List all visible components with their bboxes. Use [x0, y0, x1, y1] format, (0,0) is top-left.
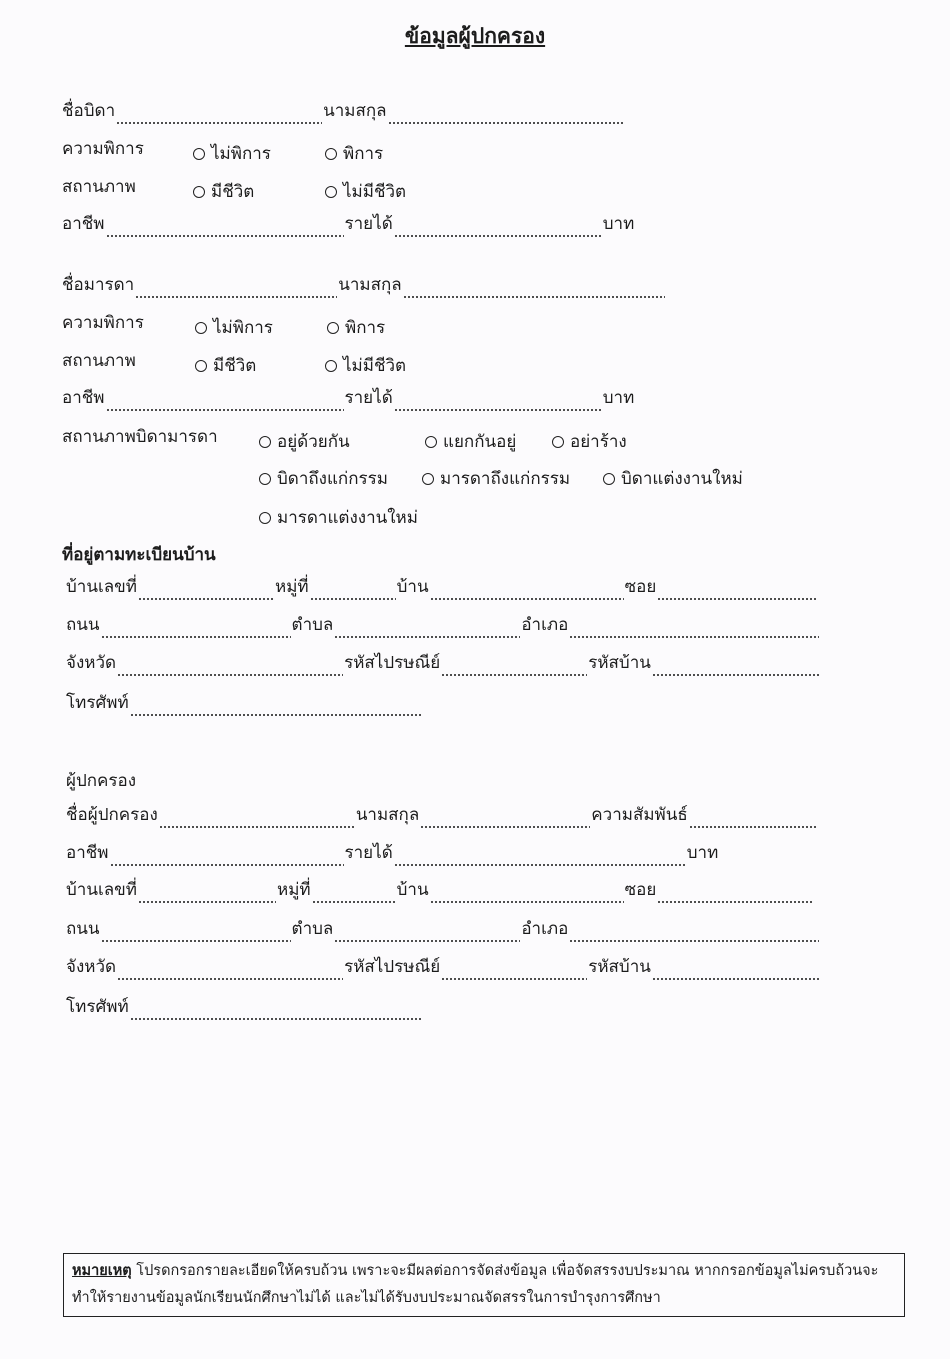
guardian-row-5	[66, 954, 821, 980]
house-no-field[interactable]	[138, 582, 274, 600]
parents-status-row	[62, 424, 218, 450]
father-status-label: สถานภาพ	[62, 177, 136, 197]
radio-circle-icon	[327, 322, 339, 334]
father-occupation-field[interactable]	[106, 219, 344, 237]
guardian-soi-field[interactable]	[657, 885, 813, 903]
note-text: โปรดกรอกรายละเอียดให้ครบถ้วน เพราะจะมีผลต่อการจัดส่งข้อมูล เพื่อจัดสรรงบประมาณ หากกรอกข้อมูลไม่ครบถ้วนจะทำให้รายงานข้อมูลนักเรียนนักศึกษาไม่ได้ และไม่ได้รับงบประมาณจัดสรรในการบำรุงการศึกษา	[72, 1263, 879, 1306]
moo-label: หมู่ที่	[275, 577, 309, 597]
guardian-phone-field[interactable]	[130, 1002, 422, 1020]
radio-circle-icon	[193, 186, 205, 198]
father-deceased-option[interactable]: ไม่มีชีวิต	[325, 178, 406, 205]
mother-disabled-option[interactable]: พิการ	[327, 314, 385, 341]
address-row-1	[66, 574, 818, 600]
radio-circle-icon	[552, 436, 564, 448]
phone-field[interactable]	[130, 698, 422, 716]
mother-income-field[interactable]	[394, 393, 602, 411]
guardian-moo-field[interactable]	[312, 885, 396, 903]
guardian-house-no-field[interactable]	[138, 885, 276, 903]
father-currency: บาท	[602, 214, 635, 234]
mother-status-label: สถานภาพ	[62, 351, 136, 371]
father-disability-label: ความพิการ	[62, 139, 144, 159]
soi-field[interactable]	[657, 582, 817, 600]
address-row-3	[66, 650, 821, 676]
guardian-province-label: จังหวัด	[66, 957, 117, 977]
guardian-currency: บาท	[686, 843, 719, 863]
radio-circle-icon	[195, 322, 207, 334]
mother-remarried-option[interactable]: มารดาแต่งงานใหม่	[259, 504, 418, 531]
guardian-row-1	[66, 802, 818, 828]
road-label: ถนน	[66, 615, 100, 635]
province-label: จังหวัด	[66, 653, 117, 673]
parents-separated-option[interactable]: แยกกันอยู่	[425, 428, 516, 455]
radio-circle-icon	[259, 473, 271, 485]
note-box	[63, 1253, 905, 1317]
address-heading: ที่อยู่ตามทะเบียนบ้าน	[62, 545, 216, 565]
guardian-village-label: บ้าน	[396, 880, 429, 900]
province-field[interactable]	[117, 658, 343, 676]
mother-surname-label: นามสกุล	[338, 275, 402, 295]
village-label: บ้าน	[396, 577, 429, 597]
parents-together-option[interactable]: อยู่ด้วยกัน	[259, 428, 350, 455]
amphoe-field[interactable]	[569, 620, 819, 638]
guardian-row-4	[66, 916, 820, 942]
house-code-label: รหัสบ้าน	[588, 653, 651, 673]
guardian-name-field[interactable]	[159, 810, 355, 828]
mother-name-row	[62, 272, 666, 298]
road-field[interactable]	[101, 620, 291, 638]
radio-circle-icon	[325, 186, 337, 198]
guardian-amphoe-field[interactable]	[569, 924, 819, 942]
mother-income-label: รายได้	[344, 388, 393, 408]
village-field[interactable]	[430, 582, 624, 600]
father-name-field[interactable]	[116, 106, 322, 124]
guardian-name-label: ชื่อผู้ปกครอง	[66, 805, 158, 825]
address-row-2	[66, 612, 820, 638]
parents-status-label: สถานภาพบิดามารดา	[62, 427, 218, 447]
guardian-house-code-field[interactable]	[652, 962, 820, 980]
guardian-occupation-field[interactable]	[110, 848, 344, 866]
form-title: ข้อมูลผู้ปกครอง	[404, 24, 546, 48]
note-label: หมายเหตุ	[72, 1263, 132, 1279]
father-alive-option[interactable]: มีชีวิต	[193, 178, 254, 205]
father-occupation-row	[62, 211, 634, 237]
father-occupation-label: อาชีพ	[62, 214, 105, 234]
mother-passed-away-option[interactable]: มารดาถึงแก่กรรม	[422, 465, 570, 492]
guardian-road-label: ถนน	[66, 919, 100, 939]
guardian-relation-field[interactable]	[689, 810, 817, 828]
guardian-row-2	[66, 840, 718, 866]
guardian-row-6	[66, 994, 423, 1020]
mother-disability-label: ความพิการ	[62, 313, 144, 333]
father-status-row	[62, 174, 136, 200]
mother-not-disabled-option[interactable]: ไม่พิการ	[195, 314, 273, 341]
radio-circle-icon	[193, 148, 205, 160]
radio-circle-icon	[259, 512, 271, 524]
father-surname-field[interactable]	[388, 106, 624, 124]
father-name-row	[62, 98, 625, 124]
radio-circle-icon	[425, 436, 437, 448]
guardian-surname-label: นามสกุล	[355, 805, 420, 825]
guardian-province-field[interactable]	[117, 962, 343, 980]
guardian-house-no-label: บ้านเลขที่	[66, 880, 138, 900]
tambon-label: ตำบล	[291, 615, 334, 635]
postcode-label: รหัสไปรษณีย์	[344, 653, 441, 673]
father-remarried-option[interactable]: บิดาแต่งงานใหม่	[603, 465, 743, 492]
house-code-field[interactable]	[652, 658, 820, 676]
radio-circle-icon	[422, 473, 434, 485]
mother-surname-field[interactable]	[403, 280, 665, 298]
father-income-field[interactable]	[394, 219, 602, 237]
mother-name-field[interactable]	[135, 280, 337, 298]
guardian-occupation-label: อาชีพ	[66, 843, 109, 863]
radio-circle-icon	[195, 360, 207, 372]
mother-status-row	[62, 348, 136, 374]
mother-currency: บาท	[602, 388, 635, 408]
guardian-road-field[interactable]	[101, 924, 291, 942]
radio-circle-icon	[325, 148, 337, 160]
father-surname-label: นามสกุล	[323, 101, 387, 121]
mother-disability-row	[62, 310, 144, 336]
radio-circle-icon	[603, 473, 615, 485]
phone-label: โทรศัพท์	[66, 693, 129, 713]
guardian-amphoe-label: อำเภอ	[521, 919, 569, 939]
mother-occupation-row	[62, 385, 634, 411]
father-income-label: รายได้	[344, 214, 393, 234]
mother-occupation-label: อาชีพ	[62, 388, 105, 408]
guardian-postcode-label: รหัสไปรษณีย์	[344, 957, 441, 977]
guardian-heading: ผู้ปกครอง	[66, 771, 137, 791]
guardian-house-code-label: รหัสบ้าน	[588, 957, 651, 977]
father-name-label: ชื่อบิดา	[62, 101, 116, 121]
postcode-field[interactable]	[441, 658, 587, 676]
guardian-postcode-field[interactable]	[441, 962, 587, 980]
address-row-4	[66, 690, 423, 716]
guardian-surname-field[interactable]	[420, 810, 590, 828]
parents-divorced-option[interactable]: อย่าร้าง	[552, 428, 627, 455]
mother-deceased-option[interactable]: ไม่มีชีวิต	[325, 352, 406, 379]
guardian-row-3	[66, 877, 814, 903]
guardian-tambon-field[interactable]	[334, 924, 520, 942]
radio-circle-icon	[325, 360, 337, 372]
guardian-phone-label: โทรศัพท์	[66, 997, 129, 1017]
guardian-income-label: รายได้	[344, 843, 393, 863]
tambon-field[interactable]	[334, 620, 520, 638]
soi-label: ซอย	[624, 577, 657, 597]
mother-alive-option[interactable]: มีชีวิต	[195, 352, 256, 379]
guardian-income-field[interactable]	[394, 848, 686, 866]
mother-name-label: ชื่อมารดา	[62, 275, 135, 295]
guardian-village-field[interactable]	[430, 885, 624, 903]
moo-field[interactable]	[310, 582, 396, 600]
guardian-relation-label: ความสัมพันธ์	[591, 805, 688, 825]
father-disability-row	[62, 136, 144, 162]
amphoe-label: อำเภอ	[521, 615, 569, 635]
guardian-moo-label: หมู่ที่	[277, 880, 311, 900]
father-disabled-option[interactable]: พิการ	[325, 140, 383, 167]
house-no-label: บ้านเลขที่	[66, 577, 138, 597]
father-passed-away-option[interactable]: บิดาถึงแก่กรรม	[259, 465, 388, 492]
guardian-tambon-label: ตำบล	[291, 919, 334, 939]
guardian-soi-label: ซอย	[624, 880, 657, 900]
father-not-disabled-option[interactable]: ไม่พิการ	[193, 140, 271, 167]
mother-occupation-field[interactable]	[106, 393, 344, 411]
radio-circle-icon	[259, 436, 271, 448]
